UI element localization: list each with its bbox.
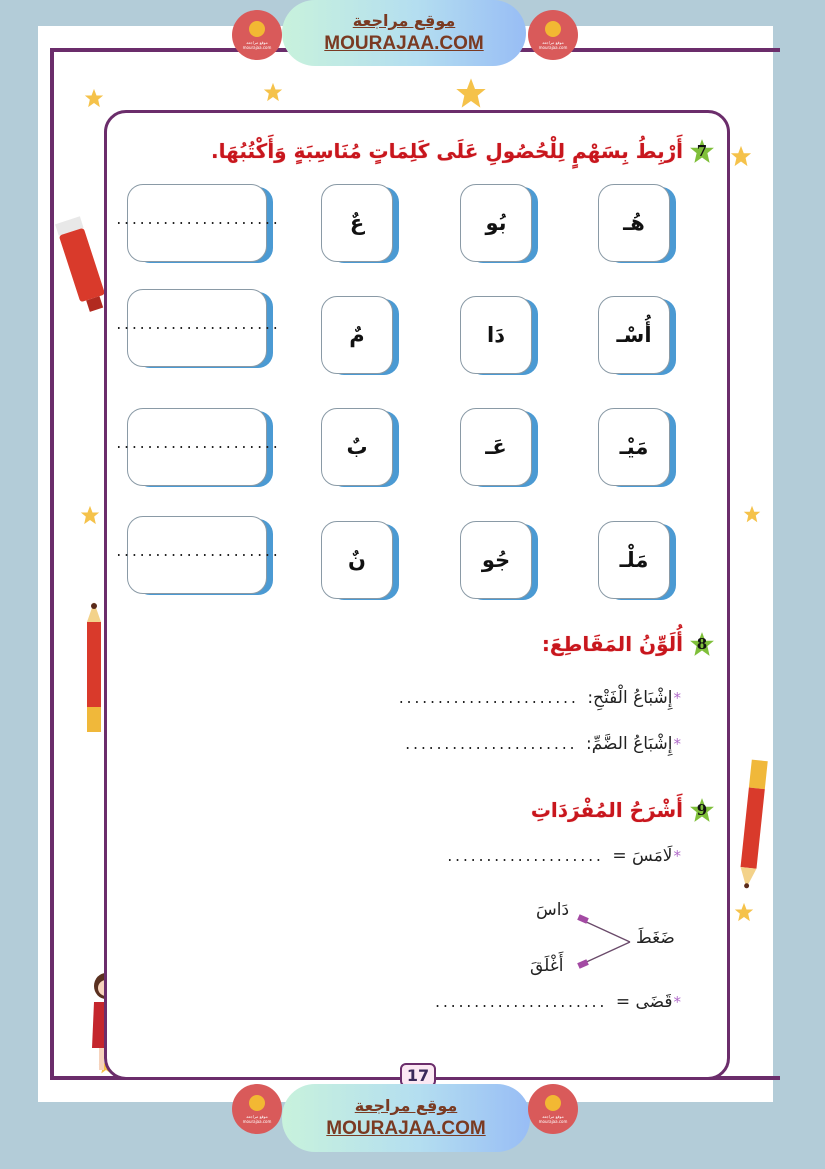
logo-text: موقع مراجعة mourajaa.com (538, 1113, 568, 1124)
item-label: إِشْبَاعُ الْفَتْحِ: (587, 688, 673, 708)
logo-text: موقع مراجعة mourajaa.com (242, 1113, 272, 1124)
banner-arabic: موقع مراجعة (352, 11, 456, 30)
star-icon (455, 77, 487, 109)
exercise-9-item (446, 846, 681, 866)
banner-arabic: موقع مراجعة (354, 1096, 458, 1115)
site-banner-top[interactable] (282, 0, 526, 66)
bullet-icon: * (673, 847, 681, 865)
arrows-icon (570, 912, 640, 972)
syllable-card[interactable]: بٌ (321, 408, 393, 486)
syllable-card[interactable]: مَيْـ (598, 408, 670, 486)
star-icon (263, 82, 283, 102)
syllable-card[interactable]: عَـ (460, 408, 532, 486)
diagram-target-word: دَاسَ (536, 900, 570, 920)
site-logo-right[interactable] (528, 10, 578, 60)
exercise-7-heading (211, 138, 715, 164)
star-icon (743, 505, 761, 523)
site-banner-bottom[interactable] (282, 1084, 530, 1152)
syllable-card[interactable]: بُو (460, 184, 532, 262)
answer-box[interactable]: ..................... (127, 184, 267, 262)
exercise-number-badge: 9 (689, 797, 715, 823)
exercise-9-title: أَشْرَحُ المُفْرَدَاتِ (530, 798, 683, 822)
diagram-target-word: أَغْلَقَ (530, 956, 564, 976)
syllable-card[interactable]: هُـ (598, 184, 670, 262)
logo-badge-icon (249, 21, 265, 37)
answer-blank[interactable]: ...................... (433, 996, 606, 1011)
site-logo-left[interactable] (232, 1084, 282, 1134)
exercise-9-heading (531, 797, 715, 823)
syllable-card[interactable]: مٌ (321, 296, 393, 374)
pencil-icon (736, 758, 768, 893)
exercise-8-item (404, 734, 681, 754)
star-icon (730, 145, 752, 167)
star-icon (734, 902, 754, 922)
syllable-card[interactable]: جُو (460, 521, 532, 599)
logo-text: موقع مراجعة mourajaa.com (242, 39, 272, 50)
diagram-source-word: ضَغَطَ (636, 928, 675, 948)
item-label: قَضَى = (615, 992, 673, 1012)
exercise-8-title: أُلَوِّنُ المَقَاطِعَ: (541, 632, 683, 656)
pencil-icon (82, 600, 106, 735)
logo-badge-icon (545, 21, 561, 37)
exercise-8-item (397, 688, 681, 708)
bullet-icon: * (673, 735, 681, 753)
answer-blank[interactable]: ...................... (403, 738, 576, 753)
logo-badge-icon (545, 1095, 561, 1111)
banner-url[interactable]: MOURAJAA.COM (324, 33, 484, 54)
marker-icon (55, 210, 110, 320)
logo-text: موقع مراجعة mourajaa.com (538, 39, 568, 50)
exercise-number-badge: 7 (689, 138, 715, 164)
star-icon (80, 505, 100, 525)
answer-box[interactable]: ..................... (127, 516, 267, 594)
syllable-card[interactable]: مَلْـ (598, 521, 670, 599)
answer-box[interactable]: ..................... (127, 408, 267, 486)
page-number: 17 (400, 1063, 436, 1087)
exercise-9-item (434, 992, 681, 1012)
bullet-icon: * (673, 689, 681, 707)
item-label: إِشْبَاعُ الضَّمِّ: (585, 734, 673, 754)
logo-badge-icon (249, 1095, 265, 1111)
answer-box[interactable]: ..................... (127, 289, 267, 367)
answer-blank[interactable]: .................... (445, 850, 603, 865)
exercise-7-title: أَرْبِطُ بِسَهْمٍ لِلْحُصُولِ عَلَى كَلِمَاتٍ مُنَاسِبَةٍ وَأَكْتُبُهَا. (211, 139, 683, 163)
banner-url[interactable]: MOURAJAA.COM (326, 1118, 486, 1139)
star-icon (84, 88, 104, 108)
site-logo-left[interactable] (232, 10, 282, 60)
syllable-card[interactable]: أُسْـ (598, 296, 670, 374)
syllable-card[interactable]: نٌ (321, 521, 393, 599)
exercise-number-badge: 8 (689, 631, 715, 657)
item-label: لَامَسَ = (612, 846, 673, 866)
bullet-icon: * (673, 993, 681, 1011)
syllable-card[interactable]: عٌ (321, 184, 393, 262)
site-logo-right[interactable] (528, 1084, 578, 1134)
syllable-card[interactable]: دَا (460, 296, 532, 374)
exercise-8-heading (542, 631, 715, 657)
answer-blank[interactable]: ....................... (397, 692, 578, 707)
